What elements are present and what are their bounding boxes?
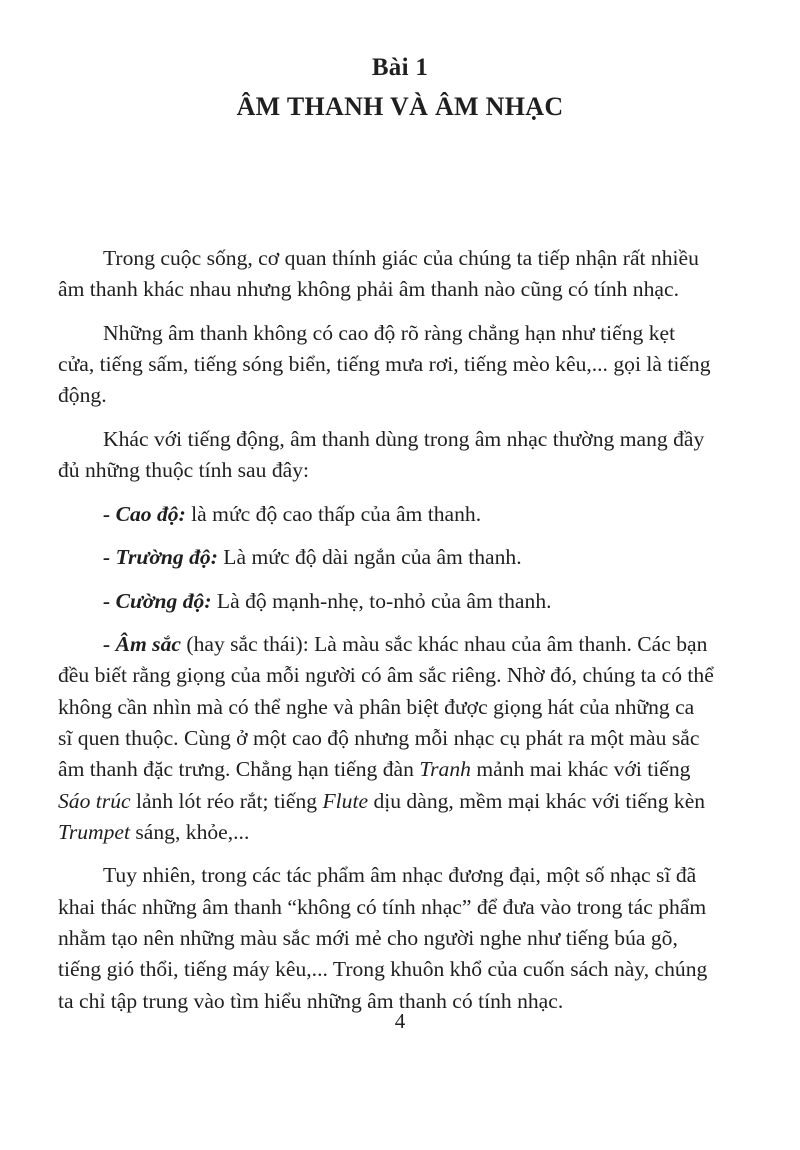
text-line: Tuy nhiên, trong các tác phẩm âm nhạc đương đại, một số nhạc sĩ đã (103, 863, 697, 888)
text-line: âm thanh đặc trưng. Chẳng hạn tiếng đàn Tranh mảnh mai khác với tiếng (58, 757, 691, 782)
paragraph-noise (58, 318, 781, 412)
lesson-number: Bài 1 (371, 54, 429, 81)
list-item-intensity (103, 586, 781, 617)
definition-intensity: Là độ mạnh-nhẹ, to-nhỏ của âm thanh. (211, 588, 552, 613)
instrument-name: Tranh (419, 757, 471, 782)
instrument-name: Sáo trúc (58, 788, 131, 813)
term-pitch: - Cao độ: (103, 501, 186, 526)
term-timbre: - Âm sắc (103, 632, 181, 657)
text-line: Sáo trúc lảnh lót réo rắt; tiếng Flute dịu dàng, mềm mại khác với tiếng kèn (58, 788, 706, 813)
text-line: cửa, tiếng sấm, tiếng sóng biển, tiếng mưa rơi, tiếng mèo kêu,... gọi là tiếng (58, 352, 711, 377)
body-text (58, 243, 781, 1029)
text-line: sĩ quen thuộc. Cùng ở một cao độ nhưng mỗi nhạc cụ phát ra một màu sắc (58, 725, 700, 750)
list-item-timbre (58, 629, 781, 848)
text-line: âm thanh khác nhau nhưng không phải âm thanh nào cũng có tính nhạc. (58, 277, 679, 302)
text-line: nhằm tạo nên những màu sắc mới mẻ cho người nghe như tiếng búa gõ, (58, 925, 678, 950)
text-line: Trong cuộc sống, cơ quan thính giác của chúng ta tiếp nhận rất nhiều (103, 246, 699, 270)
lesson-title: ÂM THANH VÀ ÂM NHẠC (236, 92, 564, 121)
paragraph-contemporary (58, 860, 781, 1016)
term-intensity: - Cường độ: (103, 588, 212, 613)
list-item-pitch (103, 499, 781, 530)
definition-timbre: (hay sắc thái): Là màu sắc khác nhau của âm thanh. Các bạn (180, 632, 708, 657)
page-number: 4 (394, 1009, 406, 1033)
text-line: động. (58, 383, 107, 408)
text-line: không cần nhìn mà có thể nghe và phân biệt được giọng hát của những ca (58, 694, 695, 719)
definition-duration: Là mức độ dài ngắn của âm thanh. (217, 545, 522, 570)
text-line: khai thác những âm thanh “không có tính nhạc” để đưa vào trong tác phẩm (58, 894, 707, 919)
text-line: Khác với tiếng động, âm thanh dùng trong âm nhạc thường mang đầy (103, 426, 705, 451)
term-duration: - Trường độ: (103, 545, 218, 570)
instrument-name: Trumpet (58, 819, 130, 844)
text-line: ta chỉ tập trung vào tìm hiểu những âm thanh có tính nhạc. (58, 988, 564, 1013)
paragraph-properties (58, 424, 781, 487)
definition-pitch: là mức độ cao thấp của âm thanh. (185, 501, 482, 526)
text-line: đủ những thuộc tính sau đây: (58, 458, 310, 483)
text-line: đều biết rằng giọng của mỗi người có âm sắc riêng. Nhờ đó, chúng ta có thể (58, 663, 714, 688)
text-line: tiếng gió thổi, tiếng máy kêu,... Trong khuôn khổ của cuốn sách này, chúng (58, 957, 708, 982)
text-line: Trumpet sáng, khỏe,... (58, 819, 250, 844)
instrument-name: Flute (322, 788, 369, 813)
list-item-duration (103, 542, 781, 573)
text-line: Những âm thanh không có cao độ rõ ràng chẳng hạn như tiếng kẹt (103, 320, 676, 345)
paragraph-intro (58, 243, 781, 306)
